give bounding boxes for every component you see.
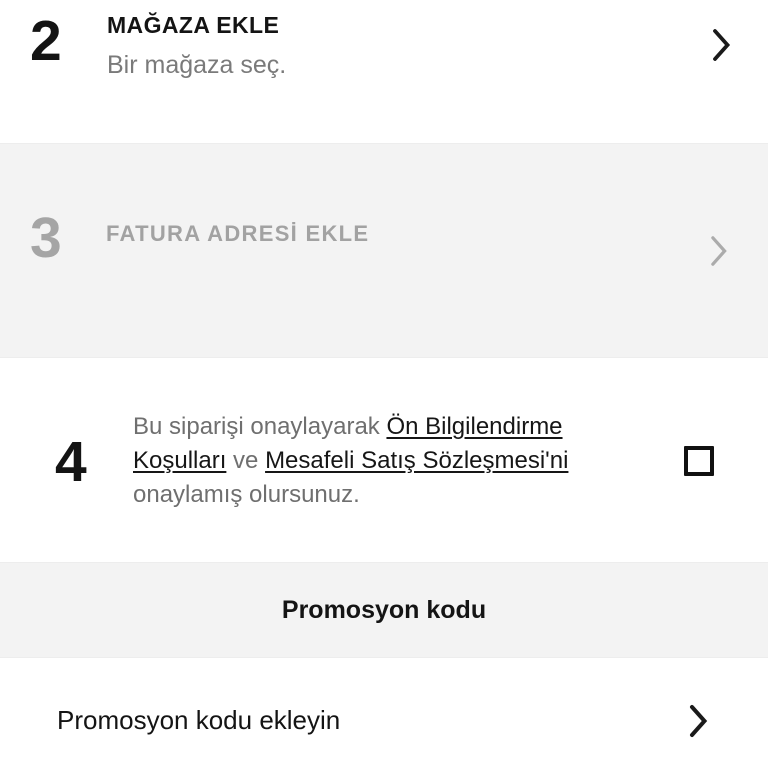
terms-text-after: onaylamış olursunuz. <box>133 481 360 508</box>
step-number-4: 4 <box>55 430 87 494</box>
add-store-subtitle: Bir mağaza seç. <box>107 51 287 79</box>
promo-code-header <box>0 562 768 658</box>
step-add-store-row[interactable] <box>0 0 768 143</box>
add-store-title: MAĞAZA EKLE <box>107 12 280 38</box>
billing-address-title: FATURA ADRESİ EKLE <box>106 221 370 246</box>
pre-information-conditions-link[interactable]: Ön Bilgilendirme Koşulları <box>133 413 563 474</box>
step-terms-row <box>0 358 768 562</box>
step-number-3: 3 <box>30 206 62 270</box>
step-billing-address-row <box>0 143 768 358</box>
promo-code-header-label: Promosyon kodu <box>281 595 487 624</box>
chevron-right-icon <box>709 235 728 267</box>
terms-text <box>133 410 625 512</box>
chevron-right-icon[interactable] <box>688 703 708 739</box>
terms-text-between: ve <box>226 447 266 474</box>
chevron-right-icon[interactable] <box>711 28 731 62</box>
terms-text-before: Bu siparişi onaylayarak <box>133 413 387 440</box>
step-number-2: 2 <box>30 9 62 73</box>
terms-checkbox[interactable] <box>684 446 714 476</box>
distance-sales-contract-link[interactable]: Mesafeli Satış Sözleşmesi'ni <box>265 447 569 474</box>
promo-code-add-row[interactable] <box>0 658 768 768</box>
promo-code-add-label: Promosyon kodu ekleyin <box>57 705 341 735</box>
